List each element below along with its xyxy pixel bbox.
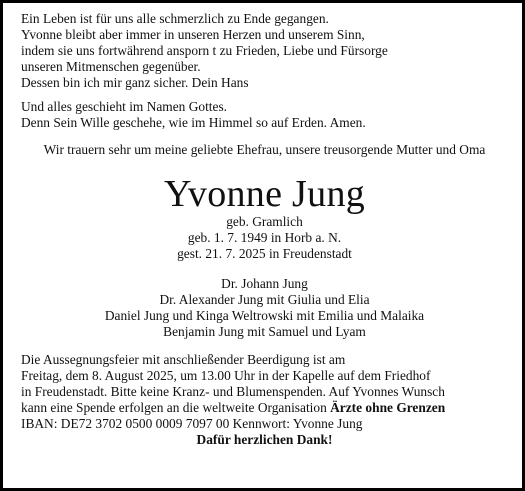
maiden-name: geb. Gramlich (226, 214, 303, 229)
family-list (21, 276, 508, 340)
death-date: gest. 21. 7. 2025 in Freudenstadt (177, 246, 352, 261)
family-member: Daniel Jung und Kinga Weltrowski mit Emilia und Malaika (104, 308, 425, 323)
family-member: Benjamin Jung mit Samuel und Lyam (163, 324, 366, 339)
organization-name: Ärzte ohne Grenzen (330, 400, 446, 415)
deceased-details (21, 214, 508, 262)
poem-line: Yvonne bleibt aber immer in unseren Herzen und unserem Sinn, (21, 27, 365, 42)
ceremony-line: in Freudenstadt. Bitte keine Kranz- und Blumenspenden. Auf Yvonnes Wunsch (21, 384, 445, 399)
poem-line: indem sie uns fortwährend ansporn t zu Frieden, Liebe und Fürsorge (21, 43, 388, 58)
iban-line: IBAN: DE72 3702 0500 0009 7097 00 Kennwort: Yvonne Jung (21, 416, 363, 431)
poem-line: Denn Sein Wille geschehe, wie im Himmel so auf Erden. Amen. (21, 115, 366, 130)
family-member: Dr. Johann Jung (221, 276, 308, 291)
poem-verse-2 (21, 99, 508, 131)
deceased-name: Yvonne Jung (163, 173, 366, 215)
poem-verse-1 (21, 11, 508, 91)
poem-line: Ein Leben ist für uns alle schmerzlich zu Ende gegangen. (21, 11, 329, 26)
thanks-line: Dafür herzlichen Dank! (196, 432, 333, 447)
poem-line: Und alles geschieht im Namen Gottes. (21, 99, 228, 114)
birth-date: geb. 1. 7. 1949 in Horb a. N. (187, 230, 342, 245)
ceremony-line: Freitag, dem 8. August 2025, um 13.00 Uhr in der Kapelle auf dem Friedhof (21, 368, 431, 383)
poem-line: unseren Mitmenschen gegenüber. (21, 59, 201, 74)
family-member: Dr. Alexander Jung mit Giulia und Elia (159, 292, 370, 307)
donation-line (21, 400, 508, 416)
donation-text: kann eine Spende erfolgen an die weltweite Organisation (21, 400, 331, 415)
ceremony-info (21, 352, 508, 432)
poem-line: Dessen bin ich mir ganz sicher. Dein Hans (21, 75, 249, 90)
mourning-announcement: Wir trauern sehr um meine geliebte Ehefrau, unsere treusorgende Mutter und Oma (43, 142, 486, 157)
ceremony-line: Die Aussegnungsfeier mit anschließender Beerdigung ist am (21, 352, 346, 367)
